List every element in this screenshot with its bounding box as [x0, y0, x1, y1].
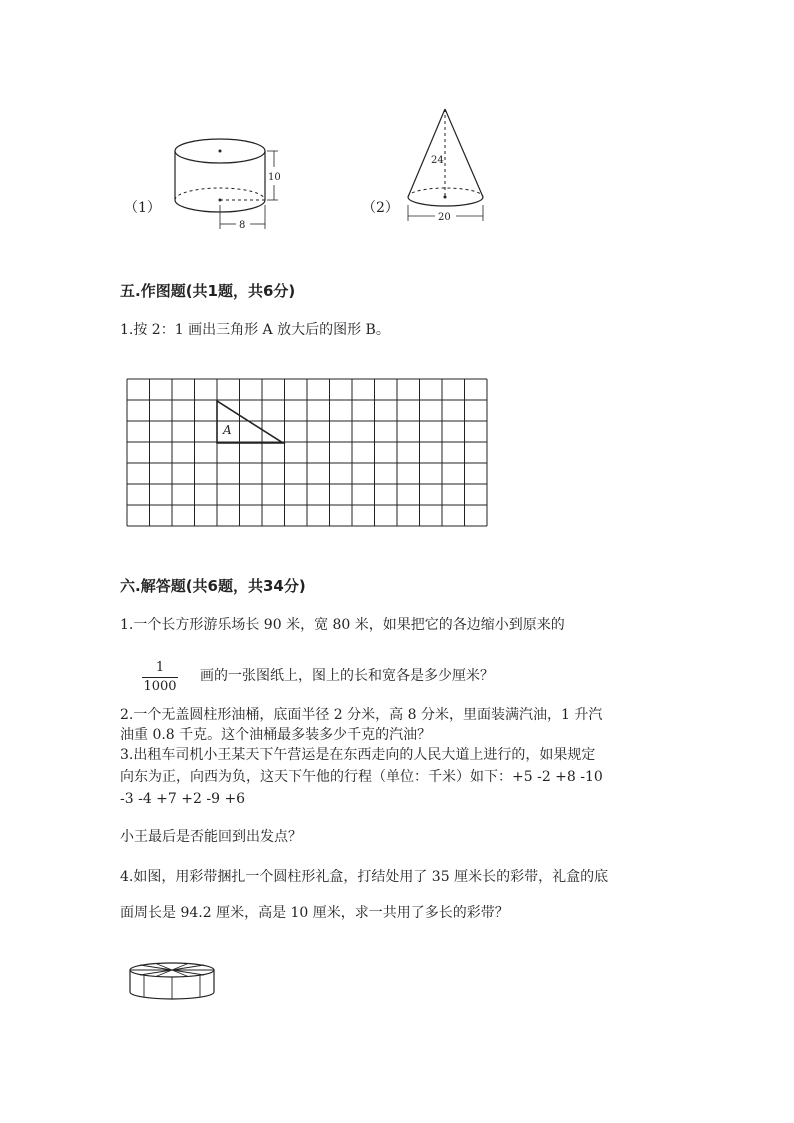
figure-1-label: （1） [124, 200, 161, 216]
question-3-line-4: 小王最后是否能回到出发点？ [120, 829, 302, 845]
figure-2-label: （2） [362, 200, 399, 216]
drawing-grid [126, 378, 490, 532]
gift-box-figure [126, 958, 222, 1002]
triangle-a-label: A [223, 423, 232, 437]
question-1-line-1: 1.一个长方形游乐场长 90 米，宽 80 米，如果把它的各边缩小到原来的 [120, 617, 565, 633]
question-3-line-2: 向东为正，向西为负，这天下午他的行程（单位：千米）如下：+5 -2 +8 -10 [120, 769, 603, 785]
cone-diameter-label: 20 [438, 212, 451, 223]
cone-height-label: 24 [431, 155, 444, 166]
cone-figure [402, 105, 492, 227]
section-5-heading: 五.作图题(共1题，共6分) [120, 282, 296, 300]
cylinder-height-label: 10 [268, 172, 281, 183]
question-4-line-2: 面周长是 94.2 厘米，高是 10 厘米，求一共用了多长的彩带？ [120, 905, 509, 921]
section-6-heading: 六.解答题(共6题，共34分) [120, 577, 306, 595]
question-2-line-2: 油重 0.8 千克。这个油桶最多装多少千克的汽油？ [120, 727, 432, 743]
section-5-question-1: 1.按 2：1 画出三角形 A 放大后的图形 B。 [120, 322, 390, 338]
grid-lines [127, 379, 487, 526]
question-1-line-2: 画的一张图纸上，图上的长和宽各是多少厘米？ [200, 668, 494, 684]
cylinder-figure [168, 125, 288, 235]
fraction-denominator: 1000 [143, 679, 177, 694]
fraction-numerator: 1 [155, 660, 165, 675]
cylinder-radius-label: 8 [239, 220, 246, 231]
fraction-bar [142, 677, 178, 678]
fraction-1-over-1000 [142, 660, 178, 695]
question-3-line-1: 3.出租车司机小王某天下午营运是在东西走向的人民大道上进行的，如果规定 [120, 747, 596, 763]
question-3-line-3: -3 -4 +7 +2 -9 +6 [120, 791, 246, 807]
question-2-line-1: 2.一个无盖圆柱形油桶，底面半径 2 分米，高 8 分米，里面装满汽油，1 升汽 [120, 707, 603, 723]
question-4-line-1: 4.如图，用彩带捆扎一个圆柱形礼盒，打结处用了 35 厘米长的彩带，礼盒的底 [120, 869, 609, 885]
